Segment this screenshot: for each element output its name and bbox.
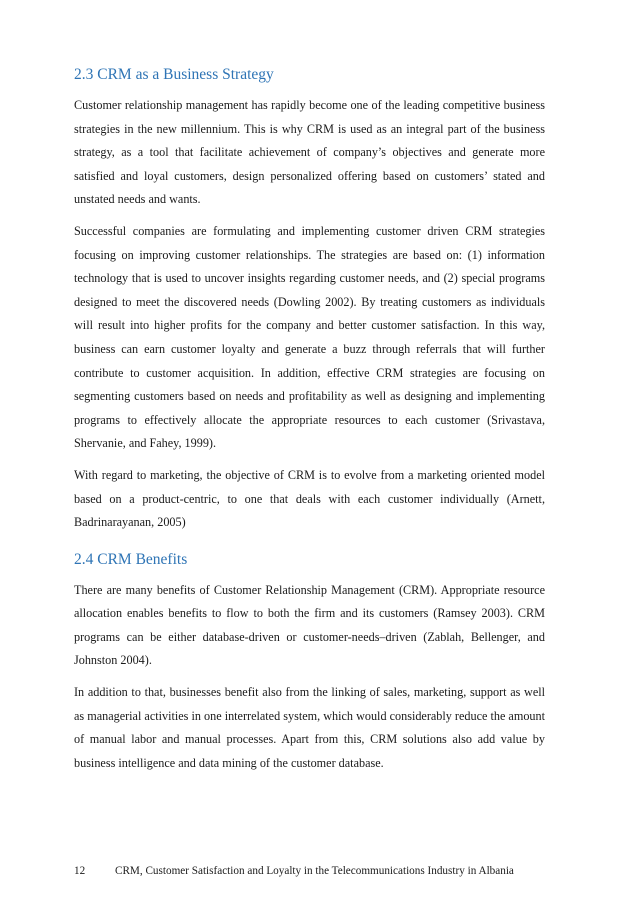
page-number: 12 bbox=[74, 865, 86, 877]
page-footer bbox=[74, 863, 554, 879]
section-heading-2-4: 2.4 CRM Benefits bbox=[74, 550, 188, 568]
paragraph: In addition to that, businesses benefit also from the linking of sales, marketing, support as well as managerial activities in one interrelated system, which would considerably reduce the amount of manual labor and manual processes. Apart from this, CRM solutions also add value by business intelligence and data mining of the customer database. bbox=[74, 685, 545, 770]
paragraph: Customer relationship management has rapidly become one of the leading competitive business strategies in the new millennium. This is why CRM is used as an integral part of the business strategy, as a tool that facilitate achievement of company’s objectives and generate more satisfied and loyal customers, design personalized offering based on customers’ stated and unstated needs and wants. bbox=[74, 98, 545, 207]
paragraph: Successful companies are formulating and implementing customer driven CRM strategies focusing on improving customer relationships. The strategies are based on: (1) information technology that is used to uncover insights regarding customer needs, and (2) special programs designed to meet the discovered needs (Dowling 2002). By treating customers as individuals will result into higher profits for the company and better customer satisfaction. In this way, business can earn customer loyalty and generate a buzz through referrals that will further contribute to customer acquisition. In addition, effective CRM strategies are focusing on segmenting customers based on needs and profitability as well as designing and implementing programs to effectively allocate the appropriate resources to each customer (Srivastava, Shervanie, and Fahey, 1999). bbox=[74, 223, 545, 451]
paragraph: With regard to marketing, the objective of CRM is to evolve from a marketing oriented model based on a product-centric, to one that deals with each customer individually (Arnett, Badrinarayanan, 2005) bbox=[74, 467, 545, 530]
footer-title: CRM, Customer Satisfaction and Loyalty in the Telecommunications Industry in Albania bbox=[115, 865, 514, 877]
paragraph: There are many benefits of Customer Relationship Management (CRM). Appropriate resource allocation enables benefits to flow to both the firm and its customers (Ramsey 2003). CRM programs can be either database-driven or customer-needs–driven (Zablah, Bellenger, and Johnston 2004). bbox=[74, 582, 545, 668]
section-heading-2-3: 2.3 CRM as a Business Strategy bbox=[74, 66, 274, 83]
page-content bbox=[74, 64, 545, 783]
